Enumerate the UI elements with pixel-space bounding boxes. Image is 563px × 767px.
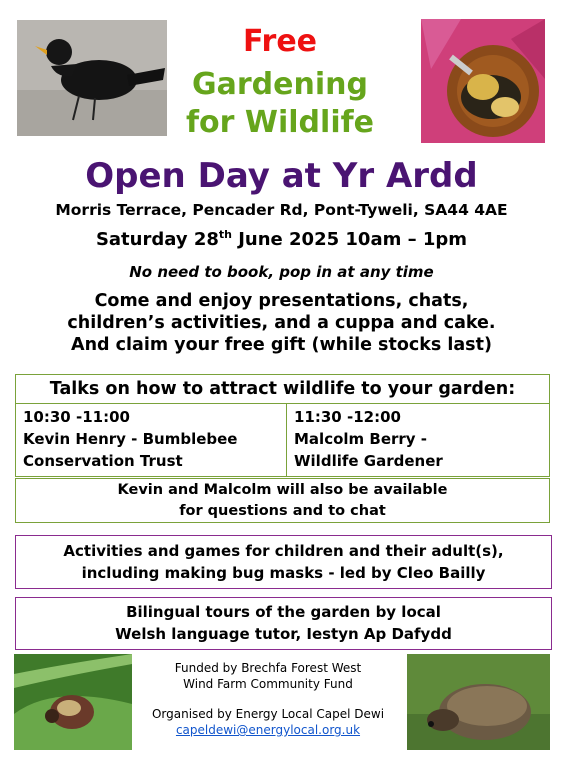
no-booking-note: No need to book, pop in at any time bbox=[129, 263, 434, 281]
talk-1-time: 10:30 -11:00 bbox=[23, 408, 130, 426]
talk-2-speaker: Malcolm Berry - bbox=[294, 430, 428, 448]
date-suffix: June 2025 10am – 1pm bbox=[231, 229, 468, 250]
date-prefix: Saturday 28 bbox=[95, 229, 219, 250]
speakers-availability-note bbox=[15, 478, 550, 523]
tours-line-2: Welsh language tutor, Iestyn Ap Dafydd bbox=[115, 625, 452, 643]
activities-line-2: including making bug masks - led by Cleo Bailly bbox=[81, 564, 486, 582]
event-address: Morris Terrace, Pencader Rd, Pont-Tyweli, SA44 4AE bbox=[55, 201, 508, 219]
funded-line-1: Funded by Brechfa Forest West bbox=[174, 661, 362, 675]
description-line-2: children’s activities, and a cuppa and cake. bbox=[67, 313, 496, 333]
availability-line-1: Kevin and Malcolm will also be available bbox=[117, 482, 448, 498]
description-line-1: Come and enjoy presentations, chats, bbox=[94, 291, 469, 311]
date-suffix-ordinal: th bbox=[218, 228, 232, 241]
description-line-3: And claim your free gift (while stocks last) bbox=[71, 335, 492, 355]
talk-2-role: Wildlife Gardener bbox=[294, 452, 443, 470]
activities-line-1: Activities and games for children and their adult(s), bbox=[63, 542, 504, 560]
availability-line-2: for questions and to chat bbox=[179, 503, 386, 519]
talk-1 bbox=[15, 403, 287, 477]
talk-1-speaker: Kevin Henry - Bumblebee bbox=[23, 430, 238, 448]
talk-1-organisation: Conservation Trust bbox=[23, 452, 183, 470]
heading-free: Free bbox=[242, 24, 318, 59]
talks-heading: Talks on how to attract wildlife to your garden: bbox=[15, 374, 550, 404]
heading-gardening-line: Gardening bbox=[192, 67, 368, 102]
tours-line-1: Bilingual tours of the garden by local bbox=[126, 603, 441, 621]
event-date bbox=[0, 228, 563, 252]
bumblebee-on-coneflower-photo bbox=[421, 19, 545, 143]
talk-2 bbox=[286, 403, 550, 477]
tours-box bbox=[15, 597, 552, 650]
hedgehog-photo bbox=[407, 654, 550, 750]
funded-line-2: Wind Farm Community Fund bbox=[183, 677, 353, 691]
blackbird-photo bbox=[17, 20, 167, 136]
beetle-on-leaf-photo bbox=[14, 654, 132, 750]
event-description bbox=[0, 290, 563, 356]
heading-gardening bbox=[150, 66, 410, 142]
activities-box bbox=[15, 535, 552, 589]
footer bbox=[133, 660, 403, 738]
heading-for-wildlife-line: for Wildlife bbox=[186, 105, 374, 140]
event-title: Open Day at Yr Ardd bbox=[85, 156, 478, 196]
organised-by: Organised by Energy Local Capel Dewi bbox=[151, 707, 385, 721]
email-link[interactable]: capeldewi@energylocal.org.uk bbox=[175, 723, 361, 737]
talk-2-time: 11:30 -12:00 bbox=[294, 408, 401, 426]
